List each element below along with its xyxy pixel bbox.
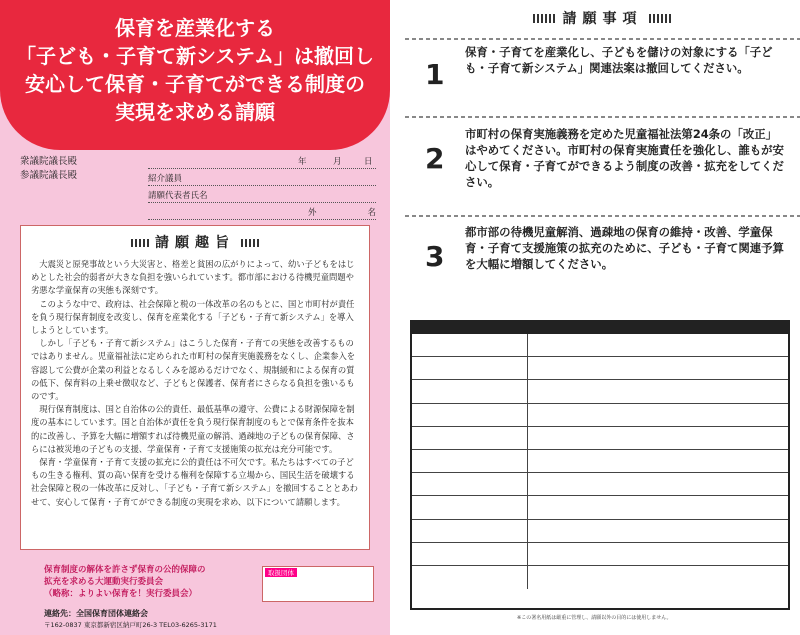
- organizer-footer: [30, 560, 370, 630]
- signature-row[interactable]: [412, 427, 788, 450]
- others-suffix: 名: [367, 208, 376, 218]
- divider: [405, 38, 800, 40]
- contact-info: 連絡先：全国保育団体連絡会: [44, 609, 148, 618]
- signature-table: [410, 320, 790, 610]
- others-label: 外: [308, 208, 317, 218]
- petition-front-page: [0, 0, 390, 635]
- recipients: [20, 155, 77, 183]
- handling-group-box[interactable]: [262, 566, 374, 602]
- reason-paragraph: 現行保育制度は、国と自治体の公的責任、最低基準の遵守、公費による財源保障を制度の基本にしています。国と自治体が責任を負う現行保育制度のもとで保育条件を抜本的に改善し、予算を大幅に増額すれば待機児童の解消、過疎地の子どもの保育保障、さらには被災地の子どもの支援、学童保育・子育て支援施策の拡充は充分可能です。: [31, 404, 355, 454]
- signature-row[interactable]: [412, 520, 788, 543]
- request-text: 都市部の待機児童解消、過疎地の保育の維持・改善、学童保育・子育て支援施策の拡充のために、子ども・子育て関連予算を大幅に増額してください。: [465, 225, 784, 271]
- postal-address: 〒162-0837 東京都新宿区納戸町26-3 TEL03-6265-3171: [44, 621, 217, 629]
- request-text: 市町村の保育実施義務を定めた児童福祉法第24条の「改正」はやめてください。市町村の保育実施責任を強化し、誰もが安心して保育・子育てができるよう制度の改善・拡充をしてください。: [465, 127, 784, 189]
- request-text: 保育・子育てを産業化し、子どもを儲けの対象にする「子ども・子育て新システム」関連法案は撤回してください。: [465, 45, 773, 75]
- divider: [405, 116, 800, 118]
- reason-paragraph: このような中で、政府は、社会保障と税の一体改革の名のもとに、国と市町村が責任を負う現行保育制度を改変し、保育を産業化する「子ども・子育て新システム」を導入しようとしています。: [31, 298, 355, 336]
- signature-row[interactable]: [412, 334, 788, 357]
- divider: [405, 215, 800, 217]
- signature-row[interactable]: [412, 543, 788, 566]
- request-number: 3: [425, 240, 445, 273]
- reason-paragraph: しかし「子ども・子育て新システム」はこうした保育・子育ての実態を改善するものではありません。児童福祉法に定められた市町村の保育実施義務をなくし、企業参入を容認して公費が企業の利益となるしくみを認めるだけでなく、規制緩和による保育の質の低下、保育料の上乗せ徴収など、子どもと保護者、保育者にさらなる負担を強いるものです。: [31, 338, 356, 402]
- signature-row[interactable]: [412, 357, 788, 380]
- signature-row[interactable]: [412, 473, 788, 496]
- request-number: 1: [425, 58, 445, 91]
- representative-label: 請願代表者氏名: [148, 191, 208, 201]
- signature-row[interactable]: [412, 566, 788, 589]
- title-line: 安心して保育・子育てができる制度の: [25, 72, 365, 96]
- organizer-line: （略称：よりよい保育を！実行委員会）: [44, 589, 198, 599]
- reason-title: 請願趣旨: [31, 232, 359, 252]
- address-block: [20, 155, 380, 218]
- reason-paragraph: 保育・学童保育・子育て支援の拡充に公的責任は不可欠です。私たちはすべての子どもの生きる権利、質の高い保育を受ける権利を保障する立場から、国民生活を破壊する社会保障と税の一体改革に反対し、「子ども・子育て新システム」を撤回することとあわせて、安心して保育・子育てができる制度の実現を求め、以下について請願します。: [31, 457, 358, 507]
- organizer-line: 保育制度の解体を許さず保育の公的保障の: [44, 565, 206, 575]
- year-label: 年: [298, 157, 307, 167]
- signature-row[interactable]: [412, 450, 788, 473]
- reason-paragraph: 大震災と原発事故という大災害と、格差と貧困の広がりによって、幼い子どもをはじめとした社会的弱者が大きな負担を強いられています。都市部における待機児童問題や劣悪な学童保育の実態も深刻です。: [31, 259, 355, 296]
- title-banner: [0, 0, 390, 150]
- signature-note: ※この署名用紙は厳重に管理し、請願以外の目的には使用しません。: [517, 615, 672, 621]
- month-label: 月: [333, 157, 342, 167]
- title-line: 保育を産業化する: [115, 16, 275, 40]
- signature-row[interactable]: [412, 380, 788, 403]
- title-line: 「子ども・子育て新システム」は撤回し: [16, 44, 374, 68]
- request-number: 2: [425, 142, 445, 175]
- day-label: 日: [364, 157, 373, 167]
- petition-title: [10, 14, 380, 126]
- introducer-label: 紹介議員: [148, 174, 183, 184]
- introducer-field[interactable]: [148, 172, 376, 186]
- organizer-name: [44, 564, 244, 600]
- recipient-house-of-representatives: 衆議院議長殿: [20, 156, 78, 167]
- title-line: 実現を求める請願: [115, 100, 275, 124]
- date-field[interactable]: [148, 155, 376, 169]
- handling-group-label: 取扱団体: [265, 568, 297, 577]
- requests-title: 請願事項: [405, 8, 800, 28]
- recipient-house-of-councillors: 参議院議長殿: [20, 170, 78, 181]
- signature-table-header: [412, 322, 788, 334]
- others-field[interactable]: [148, 206, 376, 220]
- representative-field[interactable]: [148, 189, 376, 203]
- organizer-line: 拡充を求める大運動実行委員会: [44, 577, 164, 587]
- signature-row[interactable]: [412, 404, 788, 427]
- petition-reason-box: [20, 225, 370, 550]
- petition-signature-page: [405, 0, 800, 635]
- signature-row[interactable]: [412, 496, 788, 519]
